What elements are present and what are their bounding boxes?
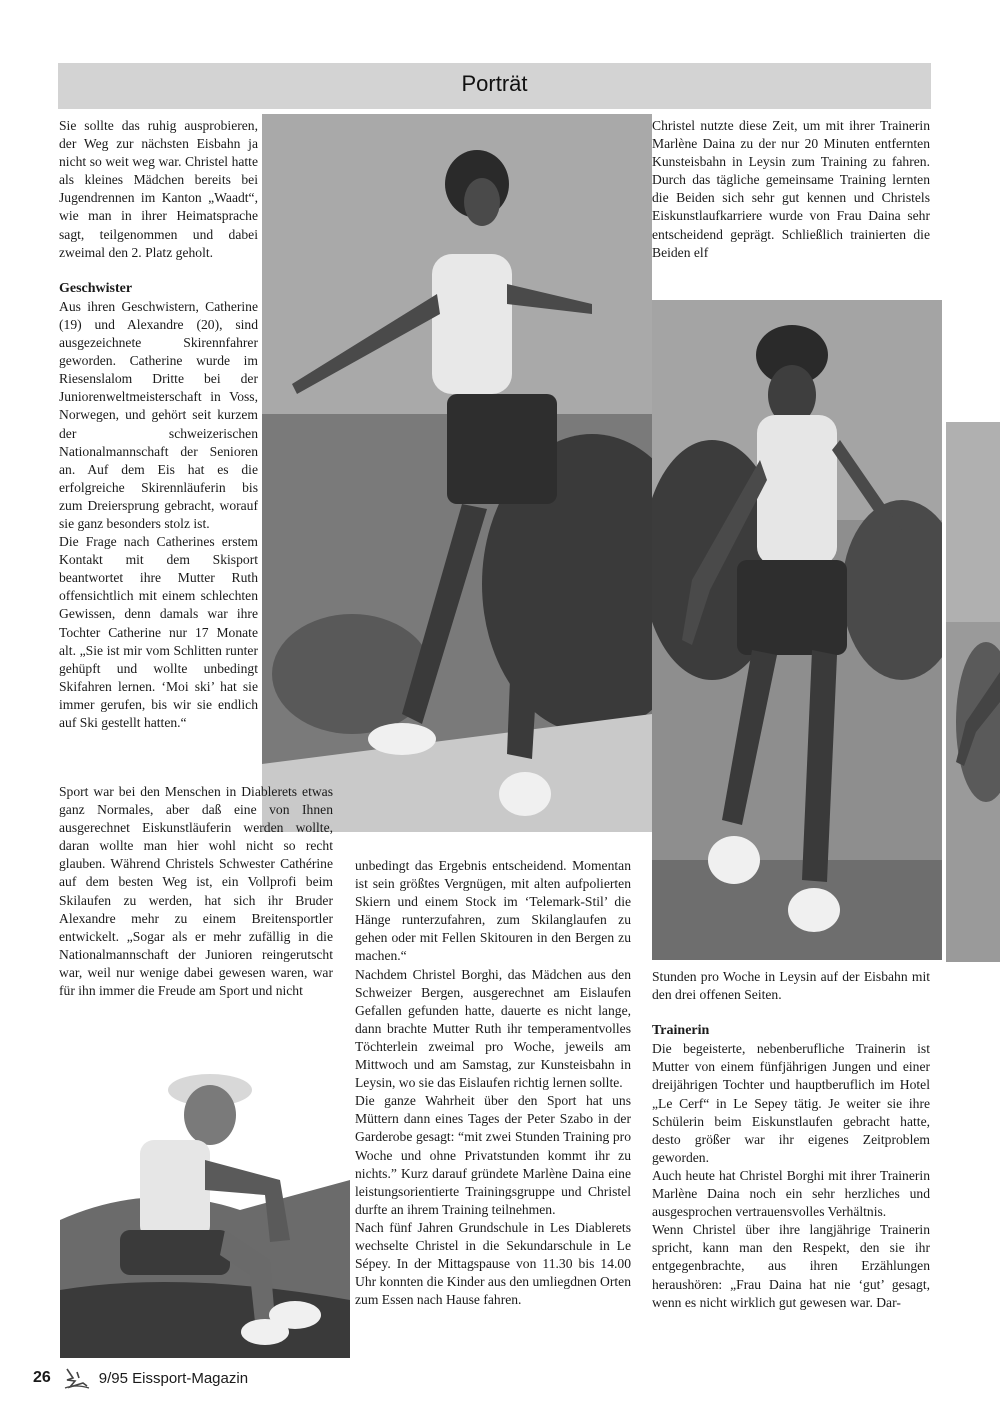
issue-label: 9/95 Eissport-Magazin <box>98 1369 249 1387</box>
text-column-3-bottom <box>652 968 930 1312</box>
text-column-3-top <box>652 117 930 262</box>
paragraph: Die ganze Wahrheit über den Sport hat uns Müttern dann eines Tages der Peter Szabo in der Garderobe gesagt: “mit zwei Stunden Training pro Woche und ohne Privatstunden kommt ihr zu nichts.” Kurz darauf gründete Marlène Daina eine leistungsorientierte Trainingsgruppe und Christel durfte an ihrem Training teilnehmen. <box>355 1093 631 1217</box>
section-heading-trainerin: Trainerin <box>652 1023 710 1039</box>
paragraph: Wenn Christel über ihre langjährige Trainerin spricht, kann man den Respekt, den sie ihr entgegenbrachte, aus ihren Erzählungen heraushören: „Frau Daina hat nie ‘gut’ gesagt, wenn es nicht wirklich gut gewesen war. Dar- <box>652 1222 930 1310</box>
photo-edge-partial <box>946 422 1000 962</box>
page-number: 26 <box>33 1369 51 1386</box>
photo-skater-sitting <box>60 1060 350 1358</box>
skater-logo-icon <box>61 1366 91 1390</box>
paragraph: Sport war bei den Menschen in Diablerets etwas ganz Normales, aber daß eine von Ihnen ausgerechnet Eiskunstläuferin werden wollte, daran wollte man hier wohl nicht so recht glauben. Während Christels Schwester Cathérine auf dem besten Weg ist, ein Vollprofi beim Skilaufen zu werden, hat sich ihr Bruder Alexandre mehr zu einem Breitensportler entwickelt. „Sogar als er mehr zufällig in die Nationalmannschaft der Junioren reingerutscht war, weil nur wenige dabei gewesen waren, war für ihn immer die Freude am Sport und nicht <box>59 784 333 999</box>
text-column-2 <box>355 857 631 1309</box>
paragraph: Christel nutzte diese Zeit, um mit ihrer Trainerin Marlène Daina zu der nur 20 Minuten entfernten Kunsteisbahn in Leysin zum Training zu fahren. Durch das tägliche gemeinsame Training lernten die Beiden sich sehr gut kennen und Christels Eiskunstlaufkarriere wurde von Frau Daina sehr entscheidend geprägt. Schließlich trainierten die Beiden elf <box>652 118 930 260</box>
paragraph: Die begeisterte, nebenberufliche Trainerin ist Mutter von einem fünfjährigen Jungen und einer dreijährigen Tochter und hauptberuflich im Hotel „Le Cerf“ in Le Sepey tätig. Je weiter sie ihre Schülerin beim Eiskunstlaufen gebracht hatte, desto größer war ihr eigenes Zeitproblem geworden. <box>652 1041 930 1165</box>
section-heading-geschwister: Geschwister <box>59 280 133 296</box>
paragraph: Die Frage nach Catherines erstem Kontakt mit dem Skisport beantwortet ihre Mutter Ruth offensichtlich mit einem schlechten Gewissen, denn damals war ihre Tochter Catherine nur 17 Monate alt. „Sie ist mir vom Schlitten runter gehüpft und wollte unbedingt Skifahren lernen. ‘Moi ski’ hat sie immer gerufen, bis wir sie endlich auf Ski gestellt hatten.“ <box>59 534 258 730</box>
paragraph: unbedingt das Ergebnis entscheidend. Momentan ist sein größtes Vergnügen, mit alten aufpolierten Skiern und einem Stock im ‘Telemark-Stil’ die Hänge runterzufahren, zum Skilanglaufen zu gehen oder mit Fellen Skitouren in den Bergen zu machen.“ <box>355 858 631 964</box>
page-title: Porträt <box>461 71 528 96</box>
paragraph: Nachdem Christel Borghi, das Mädchen aus den Schweizer Bergen, ausgerechnet am Eislaufen Gefallen gefunden hatte, dauerte es nicht lange, dann brachte Mutter Ruth ihr temperamentvolles Töchterlein zweimal pro Woche, jeweils am Mittwoch und am Samstag, zur Kunsteisbahn in Leysin, wo sie das Eislaufen richtig lernen sollte. <box>355 966 631 1091</box>
text-column-1 <box>59 117 258 732</box>
paragraph: Nach fünf Jahren Grundschule in Les Diablerets wechselte Christel in die Sekundarschule in Le Sépey. In der Mittagspause von 11.30 bis 14.00 Uhr konnten die Kinder aus den umliegdnen Orten zum Essen nach Hause fahren. <box>355 1219 631 1308</box>
paragraph: Auch heute hat Christel Borghi mit ihrer Trainerin Marlène Daina noch ein sehr herzliches und ausgesprochen vertrauensvolles Verhältnis. <box>652 1167 930 1220</box>
header-bar <box>58 63 931 109</box>
page-footer <box>33 1366 248 1390</box>
paragraph: Aus ihren Geschwistern, Catherine (19) und Alexandre (20), sind ausgezeichnete Skirennfahrer geworden. Catherine wurde im Riesenslalom Dritte bei der Juniorenweltmeisterschaft in Voss, Norwegen, und gehört seit kurzem der schweizerischen Nationalmannschaft der Senioren an. Auf dem Eis hat es die erfolgreiche Skirennläuferin bis zum Dreiersprung gebracht, worauf sie ganz besonders stolz ist. <box>59 298 258 531</box>
text-column-1-lower <box>59 783 333 1000</box>
photo-skater-walking <box>262 114 652 832</box>
paragraph: Sie sollte das ruhig ausprobieren, der Weg zur nächsten Eisbahn ja nicht so weit weg war. Christel hatte als kleines Mädchen bereits bei Jugendrennen im Kanton „Waadt“, wie man in ihrer Heimatsprache sagt, teilgenommen und dabei zweimal den 2. Platz geholt. <box>59 118 258 260</box>
photo-skater-dancing <box>652 300 942 960</box>
paragraph: Stunden pro Woche in Leysin auf der Eisbahn mit den drei offenen Seiten. <box>652 969 930 1003</box>
